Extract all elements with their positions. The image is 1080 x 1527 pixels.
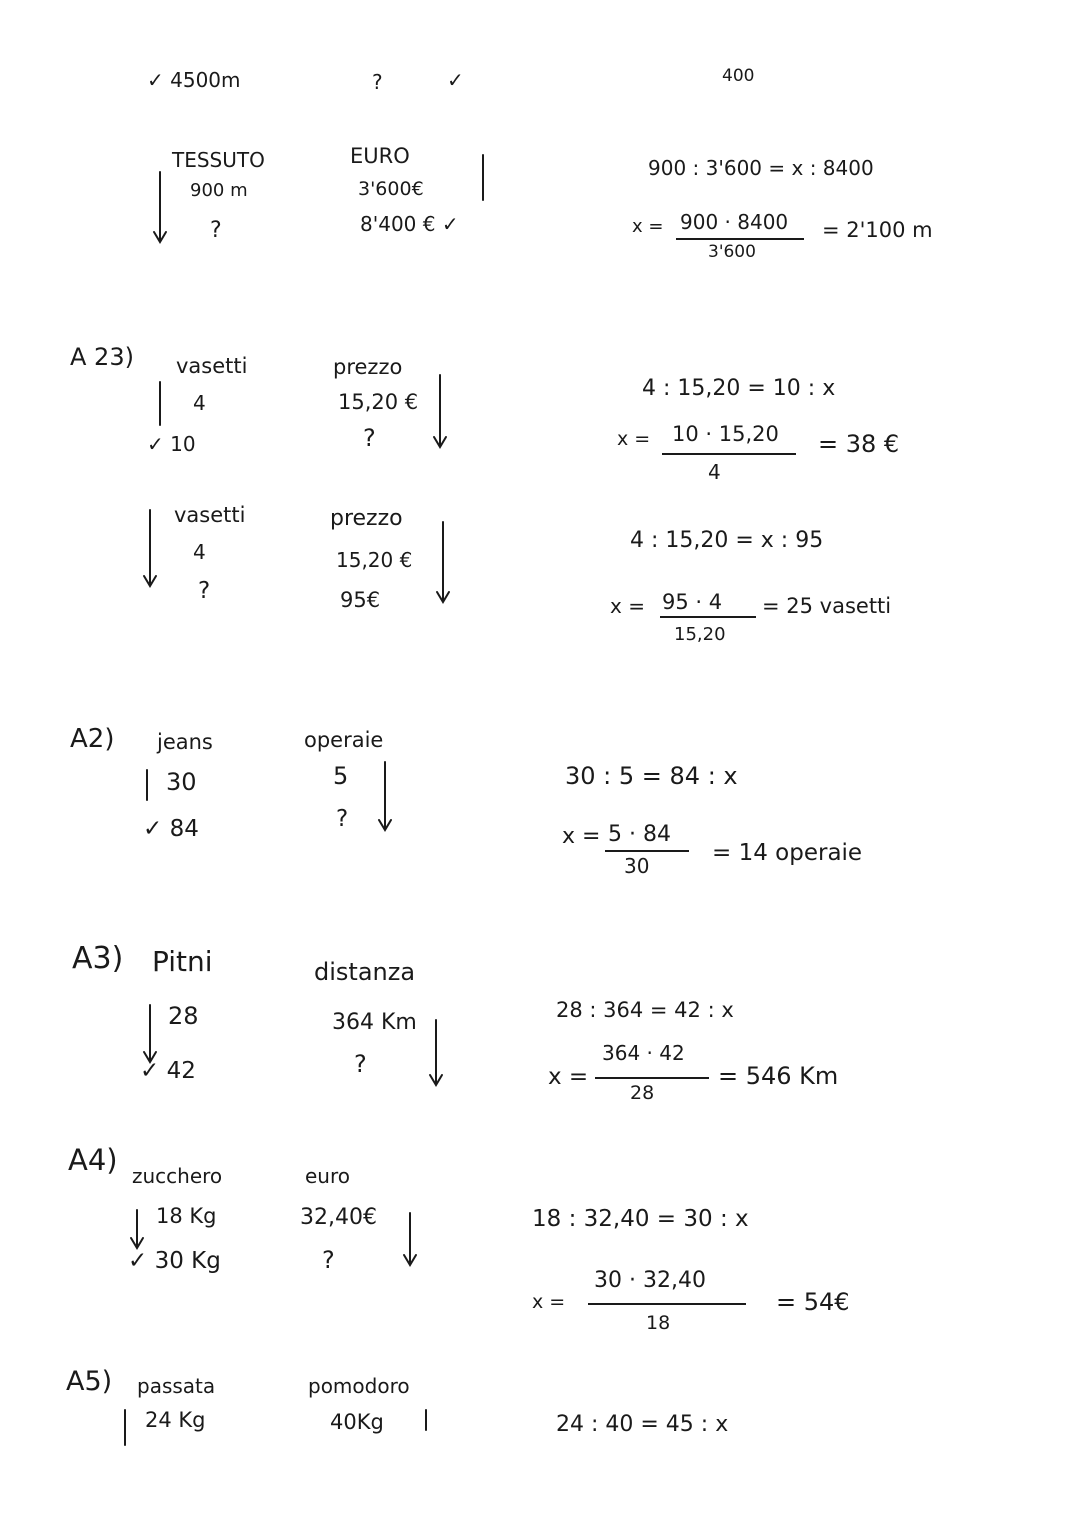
a3-col1-v1: 28 <box>168 1002 199 1030</box>
a23b-eq1: 4 : 15,20 = x : 95 <box>630 528 824 553</box>
a5-col1-v1: 24 Kg <box>145 1408 206 1432</box>
a23b-eq2-lhs: x = <box>610 594 645 618</box>
a23b-col1-v1: 4 <box>193 540 206 564</box>
top-length: ✓ 4500m <box>147 68 241 92</box>
a3-eq2-lhs: x = <box>548 1064 589 1090</box>
a23b-col1-v2: ? <box>198 578 211 604</box>
p1-col1-v2: ? <box>210 218 222 243</box>
a3-eq1: 28 : 364 = 42 : x <box>556 998 734 1022</box>
a3-eq2-den: 28 <box>630 1082 655 1104</box>
a23-eq2-res: = 38 € <box>818 430 900 458</box>
a23b-eq2-den: 15,20 <box>674 624 726 645</box>
a23-label: A 23) <box>70 343 134 371</box>
a23-fraction-bar <box>662 453 796 455</box>
a23-col1-v1: 4 <box>193 391 206 415</box>
a5-col2-v1: 40Kg <box>330 1410 384 1434</box>
a4-eq2-res: = 54€ <box>776 1288 850 1316</box>
a5-col2-head: pomodoro <box>308 1374 410 1398</box>
p1-eq2-num: 900 · 8400 <box>680 210 789 234</box>
a2-eq2-den: 30 <box>624 854 650 878</box>
a23-eq2-num: 10 · 15,20 <box>672 422 779 446</box>
a23-col2-v1: 15,20 € <box>338 390 419 414</box>
a4-col1-v2: ✓ 30 Kg <box>128 1248 221 1274</box>
a4-label: A4) <box>68 1143 118 1177</box>
a4-col1-v1: 18 Kg <box>156 1204 217 1228</box>
a23-eq2-lhs: x = <box>617 428 651 450</box>
a3-col2-v2: ? <box>354 1050 367 1078</box>
a3-eq2-res: = 546 Km <box>718 1062 839 1090</box>
a5-label: A5) <box>66 1366 113 1397</box>
a23-eq2-den: 4 <box>708 460 721 484</box>
a23b-eq2-res: = 25 vasetti <box>762 594 892 618</box>
a2-fraction-bar <box>605 850 689 852</box>
a23-col2-v2: ? <box>363 424 376 452</box>
a4-col2-v2: ? <box>322 1246 335 1274</box>
a23b-col2-head: prezzo <box>330 506 403 531</box>
a23b-col2-v1: 15,20 € <box>336 548 413 572</box>
a4-col1-head: zucchero <box>132 1164 223 1188</box>
a23-col1-v2: ✓ 10 <box>147 432 196 456</box>
a2-col2-v2: ? <box>336 806 349 832</box>
a3-col2-v1: 364 Km <box>332 1010 417 1035</box>
a3-col1-head: Pitni <box>152 945 213 978</box>
a23b-eq2-num: 95 · 4 <box>662 590 723 614</box>
a5-col1-head: passata <box>137 1374 216 1398</box>
a23b-fraction-bar <box>660 616 756 618</box>
a2-eq2-lhs: x = <box>562 824 601 849</box>
a23b-col2-v2: 95€ <box>340 588 381 612</box>
p1-eq2-lhs: x = <box>632 216 664 237</box>
p1-col2-head: EURO <box>350 144 410 168</box>
a4-eq2-den: 18 <box>646 1312 671 1334</box>
a4-col2-v1: 32,40€ <box>300 1205 377 1230</box>
a5-eq1: 24 : 40 = 45 : x <box>556 1412 729 1437</box>
a4-eq1: 18 : 32,40 = 30 : x <box>532 1206 749 1232</box>
a2-eq2-res: = 14 operaie <box>712 840 863 866</box>
a3-label: A3) <box>72 941 124 976</box>
top-question: ? <box>372 70 383 94</box>
a4-eq2-lhs: x = <box>532 1291 566 1313</box>
a3-col1-v2: ✓ 42 <box>140 1058 196 1084</box>
p1-fraction-bar <box>676 238 804 240</box>
p1-eq1: 900 : 3'600 = x : 8400 <box>648 156 874 180</box>
p1-eq2-den: 3'600 <box>708 242 756 262</box>
a23-eq1: 4 : 15,20 = 10 : x <box>642 376 836 401</box>
p1-col1-head: TESSUTO <box>172 148 265 172</box>
a23-col1-head: vasetti <box>176 354 248 378</box>
a3-eq2-num: 364 · 42 <box>602 1041 685 1065</box>
top-right-value: 400 <box>722 66 755 86</box>
a4-eq2-num: 30 · 32,40 <box>594 1268 706 1293</box>
a2-col2-v1: 5 <box>333 762 349 790</box>
a23-col2-head: prezzo <box>333 355 403 379</box>
a2-col1-head: jeans <box>157 730 213 754</box>
a4-col2-head: euro <box>305 1164 350 1188</box>
a2-eq1: 30 : 5 = 84 : x <box>565 762 738 790</box>
a3-fraction-bar <box>595 1077 709 1079</box>
a2-col2-head: operaie <box>304 728 384 752</box>
p1-eq2-res: = 2'100 m <box>822 218 933 242</box>
a2-col1-v1: 30 <box>166 768 197 796</box>
a2-label: A2) <box>70 724 115 754</box>
a2-col1-v2: ✓ 84 <box>143 816 199 842</box>
a3-col2-head: distanza <box>314 958 416 986</box>
p1-col2-v2: 8'400 € ✓ <box>360 212 459 236</box>
a4-fraction-bar <box>588 1303 746 1305</box>
a2-eq2-num: 5 · 84 <box>608 822 671 847</box>
top-check: ✓ <box>447 68 464 92</box>
p1-col2-v1: 3'600€ <box>358 178 424 200</box>
a23b-col1-head: vasetti <box>174 503 246 527</box>
p1-col1-v1: 900 m <box>190 180 248 201</box>
